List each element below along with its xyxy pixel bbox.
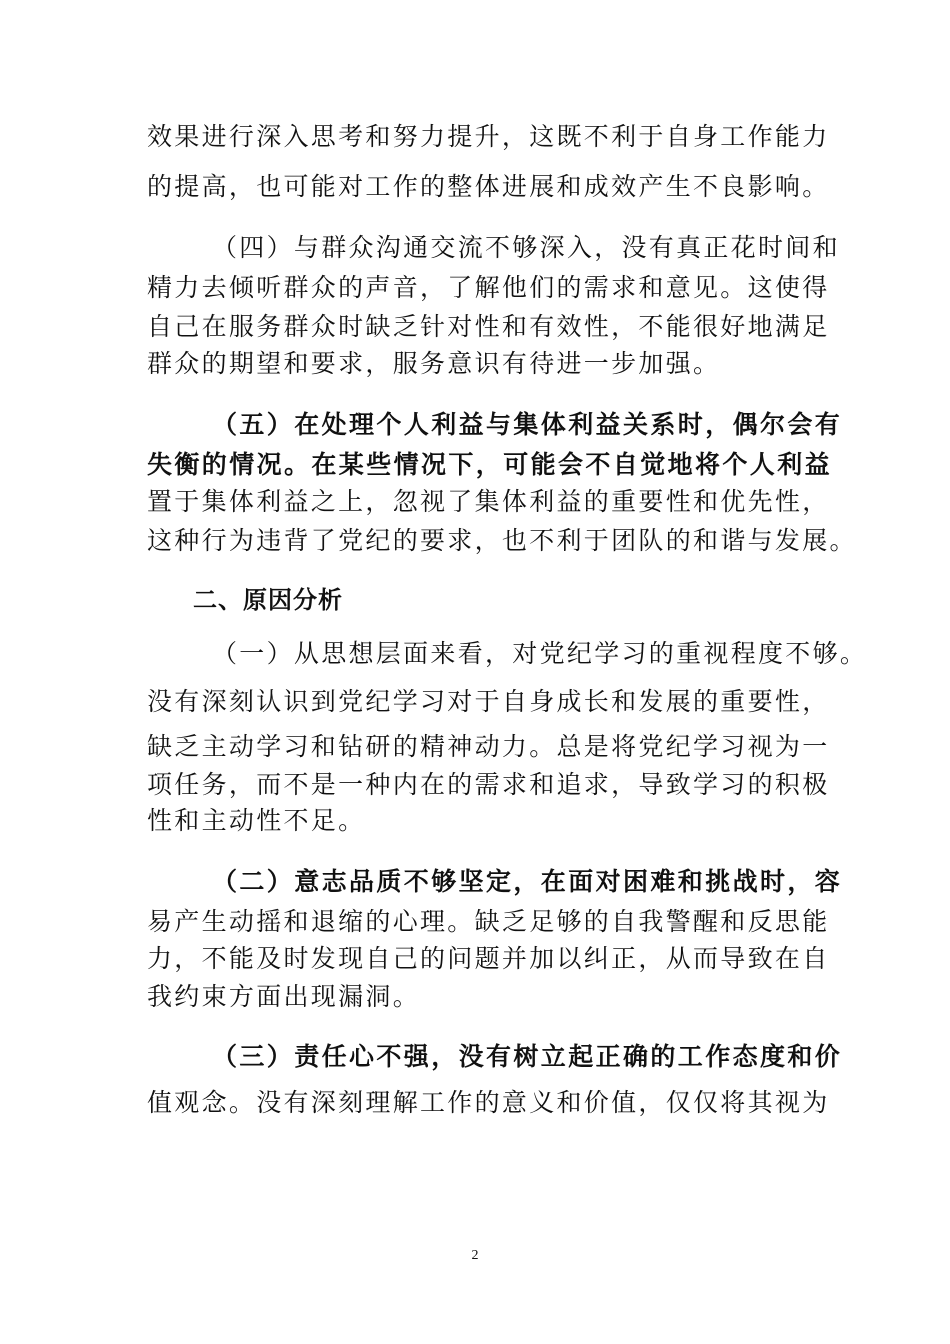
paragraph-line: （四）与群众沟通交流不够深入，没有真正花时间和 [212,233,840,262]
paragraph-line: 没有深刻认识到党纪学习对于自身成长和发展的重要性， [147,687,830,716]
paragraph-line: 置于集体利益之上，忽视了集体利益的重要性和优先性， [147,487,830,516]
paragraph-line: 自己在服务群众时缺乏针对性和有效性，不能很好地满足 [147,312,830,341]
paragraph-line: 我约束方面出现漏洞。 [147,982,421,1011]
paragraph-line: 力，不能及时发现自己的问题并加以纠正，从而导致在自 [147,944,830,973]
paragraph-line: 的提高，也可能对工作的整体进展和成效产生不良影响。 [147,172,830,201]
paragraph-line: 值观念。没有深刻理解工作的意义和价值，仅仅将其视为 [147,1088,830,1117]
paragraph-line: （三）责任心不强，没有树立起正确的工作态度和价 [212,1042,843,1071]
paragraph-line: （一）从思想层面来看，对党纪学习的重视程度不够。 [212,639,868,668]
paragraph-line: 失衡的情况。在某些情况下，可能会不自觉地将个人利益 [147,450,833,479]
paragraph-line: 精力去倾听群众的声音，了解他们的需求和意见。这使得 [147,273,830,302]
paragraph-line: 群众的期望和要求，服务意识有待进一步加强。 [147,349,721,378]
paragraph-line: 效果进行深入思考和努力提升，这既不利于自身工作能力 [147,122,830,151]
paragraph-line: 项任务，而不是一种内在的需求和追求，导致学习的积极 [147,770,830,799]
paragraph-line: （二）意志品质不够坚定，在面对困难和挑战时，容 [212,867,843,896]
paragraph-line: 缺乏主动学习和钻研的精神动力。总是将党纪学习视为一 [147,732,830,761]
section-heading: 二、原因分析 [193,586,343,614]
paragraph-line: （五）在处理个人利益与集体利益关系时，偶尔会有 [212,410,843,439]
paragraph-line: 性和主动性不足。 [147,806,366,835]
page-number: 2 [471,1248,479,1263]
paragraph-line: 这种行为违背了党纪的要求，也不利于团队的和谐与发展。 [147,526,857,555]
paragraph-line: 易产生动摇和退缩的心理。缺乏足够的自我警醒和反思能 [147,907,830,936]
